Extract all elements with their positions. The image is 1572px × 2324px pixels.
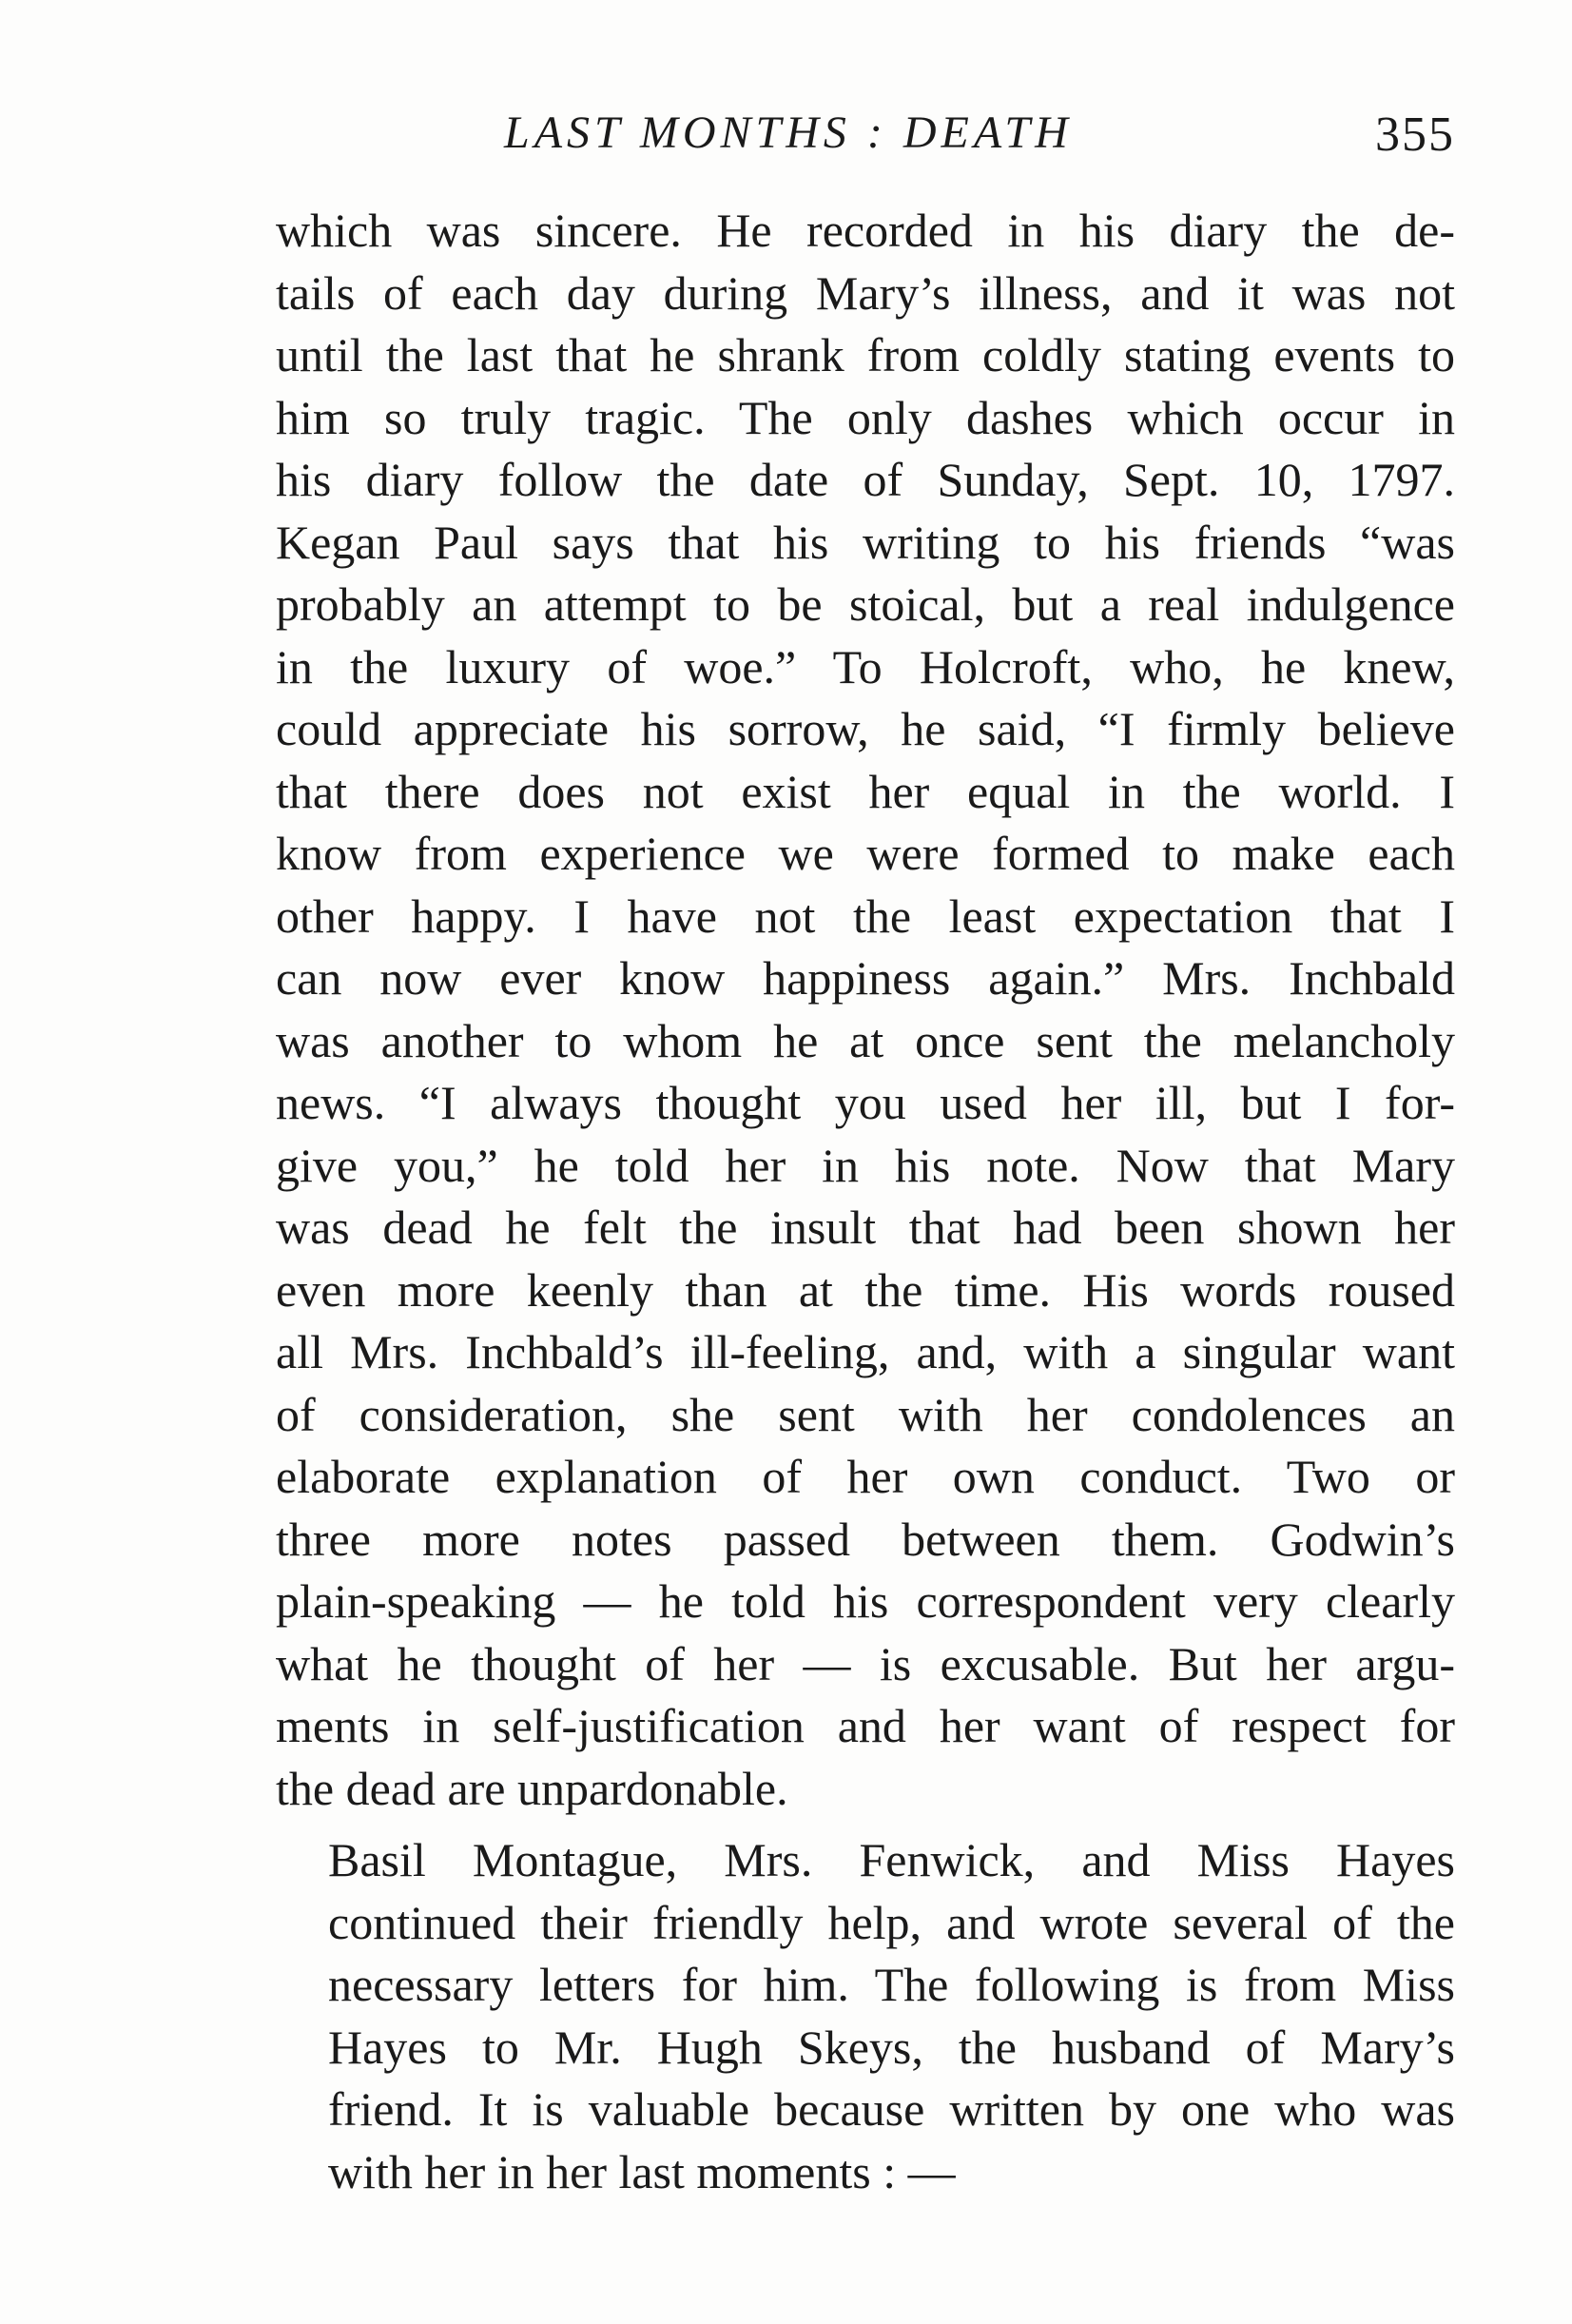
- text-line: continued their friendly help, and wrote several of the: [328, 1895, 1455, 1949]
- text-line: plain-speaking — he told his correspondent very clearly: [276, 1574, 1455, 1628]
- text-line: friend. It is valuable because written by one who was: [328, 2082, 1455, 2136]
- text-line: until the last that he shrank from coldly stating events to: [276, 328, 1455, 381]
- text-line: in the luxury of woe.” To Holcroft, who, he knew,: [276, 639, 1455, 693]
- text-line: news. “I always thought you used her ill, but I for-: [276, 1076, 1455, 1129]
- text-line: was dead he felt the insult that had been shown her: [276, 1201, 1455, 1254]
- page-number: 355: [1375, 107, 1455, 162]
- text-line: his diary follow the date of Sunday, Sept. 10, 1797.: [276, 453, 1455, 506]
- paragraph-1: [276, 200, 1455, 1820]
- text-line: elaborate explanation of her own conduct. Two or: [276, 1450, 1455, 1503]
- body-text: [276, 200, 1455, 2203]
- paragraph-2: [276, 1829, 1455, 2203]
- text-line: probably an attempt to be stoical, but a real indulgence: [276, 577, 1455, 631]
- running-title: LAST MONTHS : DEATH: [504, 107, 1073, 158]
- text-line: him so truly tragic. The only dashes which occur in: [276, 390, 1455, 444]
- text-line: which was sincere. He recorded in his diary the de-: [276, 204, 1455, 257]
- text-line: could appreciate his sorrow, he said, “I firmly believe: [276, 702, 1455, 755]
- text-line: that there does not exist her equal in the world. I: [276, 764, 1455, 818]
- running-head: [276, 107, 1455, 183]
- text-line: necessary letters for him. The following is from Miss: [328, 1958, 1455, 2011]
- text-line: give you,” he told her in his note. Now that Mary: [276, 1138, 1455, 1192]
- text-line: can now ever know happiness again.” Mrs. Inchbald: [276, 951, 1455, 1005]
- text-line: the dead are unpardonable.: [276, 1761, 788, 1815]
- text-line: ments in self-justification and her want of respect for: [276, 1699, 1455, 1752]
- text-line: Basil Montague, Mrs. Fenwick, and Miss Hayes: [328, 1833, 1455, 1886]
- text-line: all Mrs. Inchbald’s ill-feeling, and, with a singular want: [276, 1325, 1455, 1378]
- text-line: of consideration, she sent with her condolences an: [276, 1387, 1455, 1441]
- text-line: know from experience we were formed to make each: [276, 827, 1455, 880]
- text-line: even more keenly than at the time. His words roused: [276, 1262, 1455, 1317]
- text-line: three more notes passed between them. Godwin’s: [276, 1512, 1455, 1566]
- text-line: other happy. I have not the least expectation that I: [276, 889, 1455, 943]
- text-line: tails of each day during Mary’s illness, and it was not: [276, 265, 1455, 320]
- text-line: with her in her last moments : —: [328, 2144, 956, 2198]
- text-line: was another to whom he at once sent the melancholy: [276, 1013, 1455, 1067]
- text-line: what he thought of her — is excusable. But her argu-: [276, 1636, 1455, 1690]
- text-line: Hayes to Mr. Hugh Skeys, the husband of Mary’s: [328, 2020, 1455, 2074]
- text-line: Kegan Paul says that his writing to his friends “was: [276, 515, 1455, 569]
